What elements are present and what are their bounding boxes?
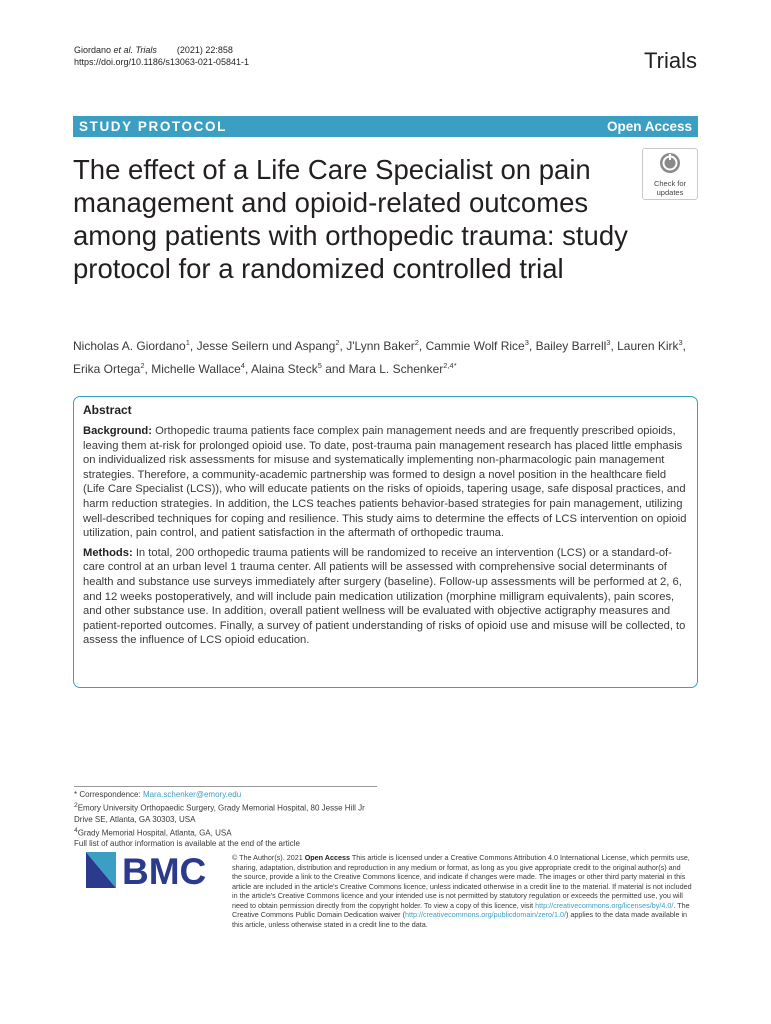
article-title: The effect of a Life Care Specialist on pain management and opioid-related outcomes among patients with orthopedic trauma: study protocol for a randomized controlled trial	[73, 154, 628, 284]
author[interactable]: Cammie Wolf Rice$^3$,	[425, 338, 536, 353]
abstract-background	[83, 424, 688, 541]
footnotes	[74, 789, 384, 849]
background-text: Orthopedic trauma patients face complex pain management needs and are frequently prescribed opioids, leaving them at-risk for prolonged opioid use. To date, post-trauma pain management research has placed little emphasis on individualized risk assessments for misuse and systematically implementing non-pharmacologic pain management strategies. Therefore, a community-academic partnership was formed to design a novel position in the healthcare field (Life Care Specialist (LCS)), who will educate patients on the risks of opioids, tapering usage, safe disposal practices, and harm reduction strategies. In addition, the LCS teaches patients behavior-based strategies for pain management, utilizing well-described techniques for coping and resilience. This study aims to determine the effects of LCS intervention on opioid utilization, pain control, and patient satisfaction in the aftermath of orthopedic trauma.	[83, 425, 687, 540]
doi-link[interactable]: https://doi.org/10.1186/s13063-021-05841-1	[74, 57, 249, 67]
author[interactable]: Nicholas A. Giordano$^1$,	[73, 338, 197, 353]
bmc-logo-text: BMC	[122, 852, 207, 888]
abstract-heading: Abstract	[83, 403, 132, 417]
license-statement: © The Author(s). 2021 Open Access This article is licensed under a Creative Commons Attribution 4.0 International License, which permits use, sharing, adaptation, distribution and reproduction in any medium or format, as long as you give appropriate credit to the original author(s) and the source, provide a link to the Creative Commons licence, and indicate if changes were made. The images or other third party material in this article are included in the article's Creative Commons licence, unless indicated otherwise in a credit line to the material. If material is not included in the article's Creative Commons licence and your intended use is not permitted by statutory regulation or exceeds the permitted use, you will need to obtain permission directly from the copyright holder. To view a copy of this licence, visit http://creativecommons.org/licenses/by/4.0/. The Creative Commons Public Domain Dedication waiver (http://creativecommons.org/publicdomain/zero/1.0/) applies to the data made available in this article, unless otherwise stated in a credit line to the data.	[232, 853, 692, 929]
author[interactable]: J'Lynn Baker$^2$,	[346, 338, 426, 353]
abstract-methods	[83, 546, 688, 648]
abstract-box	[73, 396, 698, 688]
methods-label: Methods:	[83, 546, 133, 559]
methods-text: In total, 200 orthopedic trauma patients will be randomized to receive an intervention (LCS) or a standard-of-care control at an urban level 1 trauma center. All patients will be assessed with comprehensive social determinants of health and substance use surveys immediately after surgery (baseline). Follow-up assessments will be performed at 2, 6, and 12 weeks postoperatively, and will include pain medication utilization (morphine milligram equivalents), pain scores, and other substance use. In addition, overall patient wellness will be evaluated with objective actigraphy measures and patient-reported outcomes. Finally, a survey of patient understanding of risks of opioid use and misuse will be collected, to assess the influence of LCS opioid education.	[83, 546, 686, 647]
citation-block	[74, 44, 249, 68]
check-updates-icon	[659, 152, 681, 174]
cc-by-link[interactable]: http://creativecommons.org/licenses/by/4.0/	[535, 900, 674, 910]
author[interactable]: Lauren Kirk$^3$,	[617, 338, 687, 353]
author[interactable]: Michelle Wallace$^4$,	[151, 361, 251, 376]
correspondence-email[interactable]: Mara.schenker@emory.edu	[142, 790, 242, 799]
open-access-label: Open Access	[606, 119, 692, 134]
background-label: Background:	[83, 425, 152, 437]
check-updates-line1: Check for	[653, 179, 687, 188]
citation-authors: Giordano	[74, 45, 114, 55]
cc0-link[interactable]: http://creativecommons.org/publicdomain/zero/1.0/	[404, 910, 566, 919]
citation-etal: et al. Trials	[113, 45, 157, 55]
correspondence: * Correspondence: Mara.schenker@emory.edu	[74, 790, 242, 799]
journal-name: Trials	[644, 48, 697, 73]
author[interactable]: Erika Ortega$^2$,	[73, 361, 152, 376]
article-type-label: STUDY PROTOCOL	[79, 119, 227, 134]
author[interactable]: Alaina Steck$^5$ and	[250, 361, 349, 376]
citation-year-volume: (2021) 22:858	[176, 45, 233, 55]
license-open-access: Open Access	[304, 853, 350, 862]
author[interactable]: Mara L. Schenker$^{2,4*}$	[348, 361, 457, 376]
full-author-info-note: Full list of author information is available at the end of the article	[74, 839, 300, 849]
article-type-banner	[73, 116, 698, 137]
citation-line	[74, 44, 249, 56]
affiliation-4: $^4$Grady Memorial Hospital, Atlanta, GA, USA	[74, 826, 232, 838]
author-list	[73, 333, 703, 379]
check-for-updates-badge[interactable]	[642, 148, 698, 200]
affiliation-2: $^2$Emory University Orthopaedic Surgery, Grady Memorial Hospital, 80 Jesse Hill Jr Drive SE, Atlanta, GA 30303, USA	[74, 802, 365, 824]
check-updates-line2: updates	[656, 188, 684, 197]
author[interactable]: Bailey Barrell$^3$,	[535, 338, 618, 353]
author[interactable]: Jesse Seilern und Aspang$^2$,	[196, 338, 347, 353]
footnote-divider	[74, 786, 377, 787]
bmc-logo-mark	[86, 852, 218, 888]
bmc-logo	[86, 852, 218, 888]
